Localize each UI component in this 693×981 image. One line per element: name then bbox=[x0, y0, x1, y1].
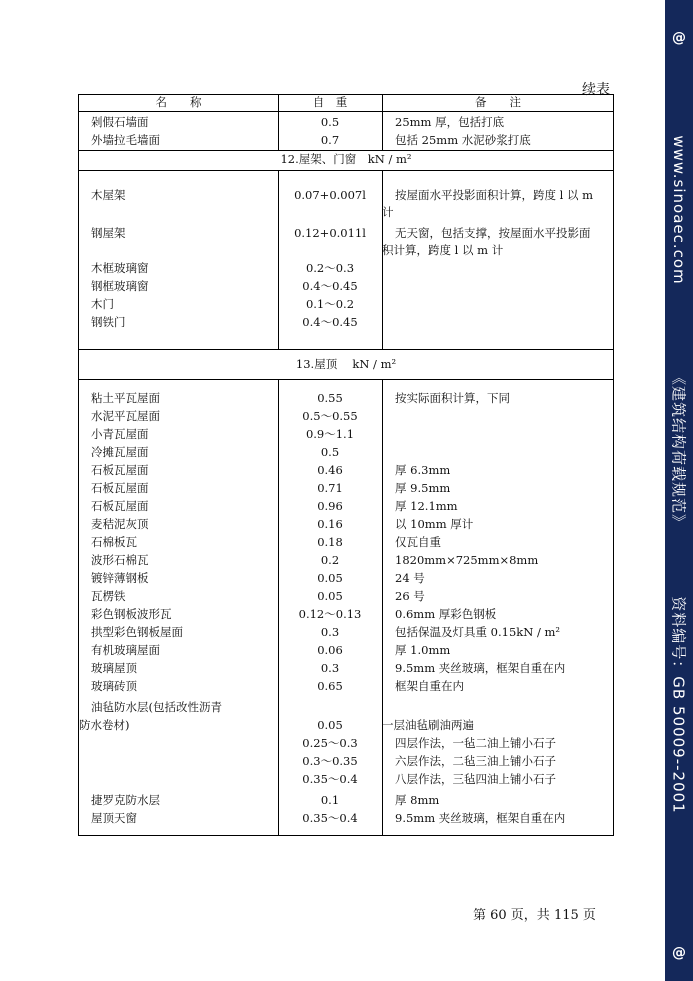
row-weight: 0.5 bbox=[320, 445, 340, 459]
row-name: 冷摊瓦屋面 bbox=[91, 445, 149, 459]
row-note-continued: 积计算，跨度 l 以 m 计 bbox=[382, 243, 504, 257]
row-name-continued: 防水卷材) bbox=[79, 718, 130, 732]
row-weight: 0.4～0.45 bbox=[302, 279, 358, 293]
sidebar-code: 资料编号：GB 50009--2001 bbox=[669, 596, 688, 814]
row-name: 粘土平瓦屋面 bbox=[91, 391, 160, 405]
row-name: 木门 bbox=[91, 297, 114, 311]
row-weight: 0.1 bbox=[320, 793, 340, 807]
row-note: 按实际面积计算，下同 bbox=[395, 391, 510, 405]
row-weight: 0.4～0.45 bbox=[302, 315, 358, 329]
row-name: 玻璃砖顶 bbox=[91, 679, 137, 693]
header-note: 备 注 bbox=[475, 95, 521, 109]
row-note: 八层作法，三毡四油上铺小石子 bbox=[395, 772, 556, 786]
header-weight: 自 重 bbox=[312, 95, 348, 109]
row-weight: 0.06 bbox=[317, 643, 343, 657]
continued-label: 续表 bbox=[582, 82, 610, 98]
row-name: 剁假石墙面 bbox=[91, 115, 149, 129]
row-name: 石板瓦屋面 bbox=[91, 499, 149, 513]
row-note: 框架自重在内 bbox=[395, 679, 464, 693]
row-note: 0.6mm 厚彩色钢板 bbox=[395, 607, 497, 621]
row-note: 按屋面水平投影面积计算，跨度 l 以 m bbox=[395, 188, 594, 202]
row-note: 仅瓦自重 bbox=[395, 535, 441, 549]
row-weight: 0.35～0.4 bbox=[302, 811, 358, 825]
row-weight: 0.12+0.011l bbox=[294, 226, 366, 240]
row-name: 木屋架 bbox=[91, 188, 126, 202]
row-name: 钢屋架 bbox=[91, 226, 126, 240]
row-name: 拱型彩色钢板屋面 bbox=[91, 625, 183, 639]
row-name: 镀锌薄钢板 bbox=[91, 571, 149, 585]
row-note: 以 10mm 厚计 bbox=[395, 517, 474, 531]
row-note: 六层作法，二毡三油上铺小石子 bbox=[395, 754, 556, 768]
row-note-continued: 计 bbox=[382, 205, 394, 219]
header-name: 名 称 bbox=[155, 95, 202, 109]
row-name: 钢框玻璃窗 bbox=[91, 279, 149, 293]
row-name: 小青瓦屋面 bbox=[91, 427, 149, 441]
section12-bottom-rule bbox=[79, 170, 613, 171]
row-weight: 0.46 bbox=[317, 463, 343, 477]
row-note: 厚 1.0mm bbox=[395, 643, 451, 657]
sidebar-title: 《建筑结构荷载规范》 bbox=[669, 369, 688, 531]
row-weight: 0.18 bbox=[317, 535, 343, 549]
row-name: 油毡防水层(包括改性沥青 bbox=[91, 700, 222, 714]
section13-bottom-rule bbox=[79, 379, 613, 380]
row-weight: 0.12～0.13 bbox=[298, 607, 362, 621]
load-table bbox=[78, 94, 614, 836]
row-note: 四层作法，一毡二油上铺小石子 bbox=[395, 736, 556, 750]
row-name: 石板瓦屋面 bbox=[91, 481, 149, 495]
sidebar-website: www.sinoaec.com bbox=[670, 135, 688, 285]
row-note: 9.5mm 夹丝玻璃，框架自重在内 bbox=[395, 661, 566, 675]
header-rule bbox=[79, 111, 613, 112]
row-name: 麦秸泥灰顶 bbox=[91, 517, 149, 531]
section13-top-rule bbox=[79, 349, 613, 350]
row-note: 包括 25mm 水泥砂浆打底 bbox=[395, 133, 531, 147]
row-name: 瓦楞铁 bbox=[91, 589, 126, 603]
row-weight: 0.5 bbox=[320, 115, 340, 129]
row-weight: 0.25～0.3 bbox=[302, 736, 358, 750]
row-name: 彩色钢板波形瓦 bbox=[91, 607, 172, 621]
row-note: 厚 8mm bbox=[395, 793, 440, 807]
at-sign-top: @ bbox=[672, 30, 686, 46]
col-divider-2b bbox=[382, 170, 383, 349]
row-weight: 0.5～0.55 bbox=[302, 409, 358, 423]
row-note: 无天窗，包括支撑，按屋面水平投影面 bbox=[395, 226, 591, 240]
col-divider-2c bbox=[382, 379, 383, 835]
row-note: 包括保温及灯具重 0.15kN / m² bbox=[395, 625, 560, 639]
row-weight: 0.16 bbox=[317, 517, 343, 531]
row-note: 厚 6.3mm bbox=[395, 463, 451, 477]
row-weight: 0.35～0.4 bbox=[302, 772, 358, 786]
row-weight: 0.3～0.35 bbox=[302, 754, 358, 768]
row-note: 1820mm×725mm×8mm bbox=[395, 553, 539, 567]
row-weight: 0.71 bbox=[317, 481, 343, 495]
row-weight: 0.65 bbox=[317, 679, 343, 693]
section12-title: 12.屋架、门窗 kN / m² bbox=[280, 152, 412, 166]
row-name: 有机玻璃屋面 bbox=[91, 643, 160, 657]
at-sign-bottom: @ bbox=[672, 945, 686, 961]
row-weight: 0.05 bbox=[317, 571, 343, 585]
row-name: 捷罗克防水层 bbox=[91, 793, 160, 807]
row-weight: 0.3 bbox=[320, 661, 340, 675]
row-weight: 0.2～0.3 bbox=[305, 261, 355, 275]
row-name: 波形石棉瓦 bbox=[91, 553, 149, 567]
row-weight: 0.3 bbox=[320, 625, 340, 639]
row-weight: 0.9～1.1 bbox=[305, 427, 355, 441]
row-name: 石棉板瓦 bbox=[91, 535, 137, 549]
row-weight: 0.7 bbox=[320, 133, 340, 147]
sidebar bbox=[665, 0, 693, 981]
section13-title: 13.屋顶 kN / m² bbox=[295, 357, 397, 371]
row-note: 9.5mm 夹丝玻璃，框架自重在内 bbox=[395, 811, 566, 825]
row-weight: 0.05 bbox=[317, 589, 343, 603]
row-name: 玻璃屋顶 bbox=[91, 661, 137, 675]
row-name: 屋顶天窗 bbox=[91, 811, 137, 825]
page-number: 第 60 页，共 115 页 bbox=[473, 908, 596, 923]
row-weight: 0.07+0.007l bbox=[294, 188, 366, 202]
row-note: 24 号 bbox=[395, 571, 425, 585]
row-note: 25mm 厚，包括打底 bbox=[395, 115, 505, 129]
row-weight: 0.2 bbox=[320, 553, 340, 567]
row-note: 厚 9.5mm bbox=[395, 481, 451, 495]
row-name: 钢铁门 bbox=[91, 315, 126, 329]
row-note: 一层油毡刷油两遍 bbox=[382, 718, 474, 732]
row-weight: 0.96 bbox=[317, 499, 343, 513]
row-name: 外墙拉毛墙面 bbox=[91, 133, 160, 147]
row-weight: 0.1～0.2 bbox=[305, 297, 355, 311]
row-weight: 0.05 bbox=[317, 718, 343, 732]
row-name: 水泥平瓦屋面 bbox=[91, 409, 160, 423]
row-name: 石板瓦屋面 bbox=[91, 463, 149, 477]
row-note: 厚 12.1mm bbox=[395, 499, 458, 513]
row-note: 26 号 bbox=[395, 589, 425, 603]
row-weight: 0.55 bbox=[317, 391, 343, 405]
row-name: 木框玻璃窗 bbox=[91, 261, 149, 275]
